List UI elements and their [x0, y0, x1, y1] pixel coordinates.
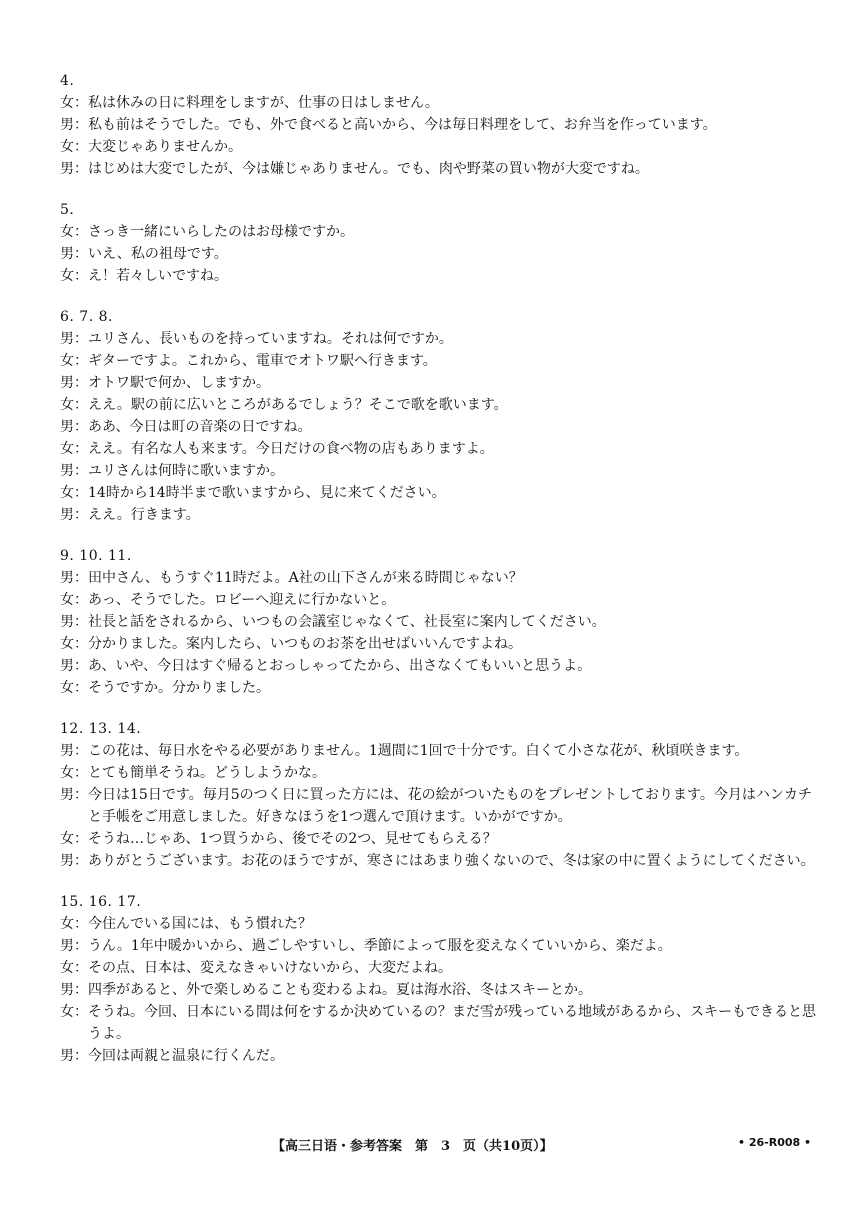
section-number: 4. — [60, 73, 75, 89]
dialogue-line — [60, 158, 820, 180]
line-text: ユリさん、長いものを持っていますね。それは何ですか。 — [88, 331, 453, 347]
line-text: あっ、そうでした。ロビーへ迎えに行かないと。 — [88, 592, 396, 608]
line-text: 田中さん、もうすぐ11時だよ。A社の山下さんが来る時間じゃない？ — [88, 570, 523, 586]
dialogue-line — [60, 979, 820, 1001]
line-text: 14時から14時半まで歌いますから、見に来てください。 — [88, 485, 446, 501]
dialogue-line — [60, 394, 820, 416]
dialogue-line — [60, 265, 820, 287]
line-text: とても簡単そうね。どうしようかな。 — [88, 765, 326, 781]
dialogue-line — [60, 567, 820, 589]
line-text: 今住んでいる国には、もう慣れた？ — [88, 916, 312, 932]
speaker-label: 女： — [60, 916, 88, 932]
speaker-label: 女： — [60, 353, 88, 369]
speaker-label: 女： — [60, 831, 88, 847]
speaker-label: 女： — [60, 441, 88, 457]
speaker-label: 男： — [60, 787, 88, 803]
dialogue-line — [60, 740, 820, 762]
line-text: え！若々しいですね。 — [88, 268, 228, 284]
dialogue-line — [60, 221, 820, 243]
line-text: そうね…じゃあ、1つ買うから、後でその2つ、見せてもらえる？ — [88, 831, 497, 847]
dialogue-line — [60, 850, 820, 872]
dialogue-line — [60, 350, 820, 372]
speaker-label: 女： — [60, 592, 88, 608]
section-number: 5. — [60, 202, 75, 218]
line-text: いえ、私の祖母です。 — [88, 246, 228, 262]
dialogue-line — [60, 114, 820, 136]
footer-document-code: • 26-R008 • — [738, 1136, 812, 1149]
line-text: ユリさんは何時に歌いますか。 — [88, 463, 284, 479]
dialogue-line — [60, 243, 820, 265]
transcript-page — [60, 70, 820, 1086]
speaker-label: 男： — [60, 463, 88, 479]
dialogue-section — [60, 545, 820, 699]
speaker-label: 男： — [60, 507, 88, 523]
line-text: この花は、毎日水をやる必要がありません。1週間に1回で十分です。白くて小さな花が、秋頃咲きます。 — [88, 743, 749, 759]
speaker-label: 女： — [60, 485, 88, 501]
dialogue-line — [60, 482, 820, 504]
speaker-label: 女： — [60, 95, 88, 111]
dialogue-line — [60, 633, 820, 655]
dialogue-line — [60, 762, 820, 784]
line-text: そうね。今回、日本にいる間は何をするか決めているの？まだ雪が残っている地域があるから、スキーもできると思うよ。 — [88, 1004, 816, 1042]
dialogue-line — [60, 416, 820, 438]
dialogue-line — [60, 1045, 820, 1067]
dialogue-line — [60, 935, 820, 957]
section-number: 9. 10. 11. — [60, 548, 132, 564]
speaker-label: 女： — [60, 139, 88, 155]
speaker-label: 女： — [60, 765, 88, 781]
speaker-label: 男： — [60, 246, 88, 262]
dialogue-line — [60, 913, 820, 935]
line-text: その点、日本は、変えなきゃいけないから、大変だよね。 — [88, 960, 452, 976]
dialogue-line — [60, 655, 820, 677]
line-text: うん。1年中暖かいから、過ごしやすいし、季節によって服を変えなくていいから、楽だよ。 — [88, 938, 672, 954]
dialogue-line — [60, 460, 820, 482]
speaker-label: 女： — [60, 960, 88, 976]
dialogue-line — [60, 828, 820, 850]
dialogue-section — [60, 199, 820, 287]
speaker-label: 女： — [60, 680, 88, 696]
footer-page-info: 【高三日语・参考答案 第 3 页（共10页）】 — [272, 1139, 553, 1154]
speaker-label: 男： — [60, 743, 88, 759]
line-text: オトワ駅で何か、しますか。 — [88, 375, 270, 391]
line-text: ありがとうございます。お花のほうですが、寒さにはあまり強くないので、冬は家の中に置くようにしてください。 — [88, 853, 815, 869]
line-text: 今回は両親と温泉に行くんだ。 — [88, 1048, 284, 1064]
speaker-label: 男： — [60, 853, 88, 869]
section-number: 6. 7. 8. — [60, 309, 113, 325]
dialogue-line — [60, 372, 820, 394]
line-text: ええ。駅の前に広いところがあるでしょう？そこで歌を歌います。 — [88, 397, 508, 413]
line-text: 大変じゃありませんか。 — [88, 139, 242, 155]
speaker-label: 男： — [60, 658, 88, 674]
speaker-label: 男： — [60, 570, 88, 586]
dialogue-section — [60, 718, 820, 872]
speaker-label: 女： — [60, 397, 88, 413]
dialogue-section — [60, 70, 820, 180]
speaker-label: 女： — [60, 268, 88, 284]
line-text: あ、いや、今日はすぐ帰るとおっしゃってたから、出さなくてもいいと思うよ。 — [88, 658, 592, 674]
speaker-label: 女： — [60, 224, 88, 240]
line-text: 分かりました。案内したら、いつものお茶を出せばいいんですよね。 — [88, 636, 522, 652]
dialogue-line — [60, 504, 820, 526]
dialogue-line — [60, 677, 820, 699]
section-number: 15. 16. 17. — [60, 894, 142, 910]
line-text: ああ、今日は町の音楽の日ですね。 — [88, 419, 312, 435]
line-text: 私も前はそうでした。でも、外で食べると高いから、今は毎日料理をして、お弁当を作っています。 — [88, 117, 717, 133]
speaker-label: 男： — [60, 614, 88, 630]
dialogue-line — [60, 328, 820, 350]
dialogue-line — [60, 611, 820, 633]
speaker-label: 男： — [60, 982, 88, 998]
dialogue-line — [60, 136, 820, 158]
speaker-label: 男： — [60, 375, 88, 391]
page-footer — [0, 1133, 867, 1157]
dialogue-line — [60, 589, 820, 611]
dialogue-line — [60, 438, 820, 460]
line-text: そうですか。分かりました。 — [88, 680, 270, 696]
line-text: さっき一緒にいらしたのはお母様ですか。 — [88, 224, 354, 240]
speaker-label: 男： — [60, 331, 88, 347]
speaker-label: 男： — [60, 1048, 88, 1064]
line-text: 私は休みの日に料理をしますが、仕事の日はしません。 — [88, 95, 439, 111]
line-text: ギターですよ。これから、電車でオトワ駅へ行きます。 — [88, 353, 437, 369]
line-text: 今日は15日です。毎月5のつく日に買った方には、花の絵がついたものをプレゼントしております。今月はハンカチと手帳をご用意しました。好きなほうを1つ選んで頂けます。いかがですか。 — [88, 787, 812, 825]
line-text: 四季があると、外で楽しめることも変わるよね。夏は海水浴、冬はスキーとか。 — [88, 982, 592, 998]
speaker-label: 男： — [60, 419, 88, 435]
speaker-label: 女： — [60, 636, 88, 652]
section-number: 12. 13. 14. — [60, 721, 142, 737]
speaker-label: 男： — [60, 117, 88, 133]
line-text: ええ。行きます。 — [88, 507, 200, 523]
line-text: 社長と話をされるから、いつもの会議室じゃなくて、社長室に案内してください。 — [88, 614, 606, 630]
dialogue-line — [60, 957, 820, 979]
speaker-label: 男： — [60, 938, 88, 954]
dialogue-line — [60, 92, 820, 114]
line-text: ええ。有名な人も来ます。今日だけの食べ物の店もありますよ。 — [88, 441, 494, 457]
dialogue-line — [60, 784, 820, 828]
dialogue-section — [60, 891, 820, 1067]
line-text: はじめは大変でしたが、今は嫌じゃありません。でも、肉や野菜の買い物が大変ですね。 — [88, 161, 649, 177]
speaker-label: 男： — [60, 161, 88, 177]
dialogue-section — [60, 306, 820, 526]
speaker-label: 女： — [60, 1004, 88, 1020]
dialogue-line — [60, 1001, 820, 1045]
